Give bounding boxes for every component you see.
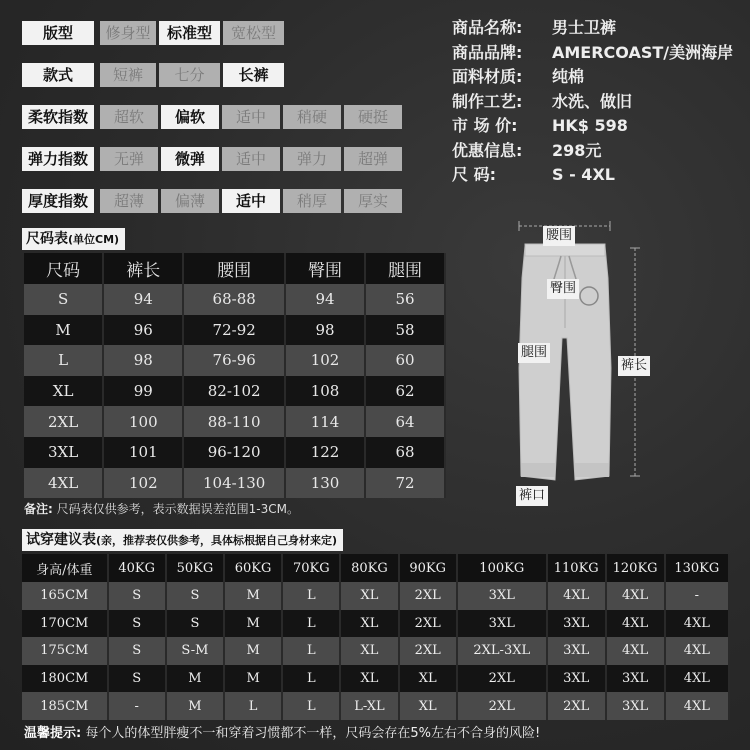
column-header: 50KG — [166, 554, 224, 582]
table-cell: M — [224, 665, 282, 693]
table-cell: 82-102 — [183, 376, 285, 407]
table-cell: XL — [399, 665, 457, 693]
table-cell: XL — [340, 582, 398, 610]
table-cell: 3XL — [457, 582, 547, 610]
info-value: 298元 — [552, 140, 602, 160]
info-value: S - 4XL — [552, 165, 615, 184]
table-cell: 108 — [285, 376, 365, 407]
info-row — [452, 41, 733, 66]
pants-diagram — [505, 218, 665, 508]
waist-tag: 腰围 — [543, 226, 575, 246]
table-cell: L-XL — [340, 692, 398, 720]
attribute-option: 超软 — [100, 105, 158, 129]
table-cell: 3XL — [547, 637, 606, 665]
table-header-row — [22, 554, 729, 582]
table-cell: 62 — [365, 376, 445, 407]
table-cell: 175CM — [22, 637, 108, 665]
attribute-option: 宽松型 — [223, 21, 284, 45]
table-cell: 68-88 — [183, 284, 285, 315]
column-header: 130KG — [665, 554, 729, 582]
table-cell: M — [24, 315, 103, 346]
table-row — [22, 692, 729, 720]
table-cell: S — [108, 637, 166, 665]
table-cell: 2XL — [457, 692, 547, 720]
info-value: 纯棉 — [552, 67, 585, 86]
attribute-option: 稍硬 — [283, 105, 341, 129]
table-cell: 4XL — [665, 692, 729, 720]
table-cell: - — [665, 582, 729, 610]
table-cell: M — [224, 610, 282, 638]
attribute-option: 适中 — [222, 147, 280, 171]
column-header: 腰围 — [183, 253, 285, 284]
table-cell: S — [166, 582, 224, 610]
table-cell: 76-96 — [183, 345, 285, 376]
size-table — [24, 253, 446, 498]
table-row — [24, 315, 445, 346]
table-cell: 4XL — [547, 582, 606, 610]
table-row — [24, 376, 445, 407]
table-cell: 3XL — [606, 665, 665, 693]
table-cell: XL — [340, 610, 398, 638]
table-cell: 4XL — [606, 610, 665, 638]
size-note: 备注: 尺码表仅供参考，表示数据误差范围1-3CM。 — [24, 502, 299, 516]
table-row — [22, 610, 729, 638]
info-row — [452, 90, 733, 115]
table-cell: 2XL — [457, 665, 547, 693]
table-cell: 3XL — [547, 610, 606, 638]
table-cell: S — [108, 665, 166, 693]
table-cell: 2XL — [399, 582, 457, 610]
attribute-label: 柔软指数 — [22, 105, 94, 129]
table-cell: - — [108, 692, 166, 720]
attribute-option: 适中 — [222, 105, 280, 129]
tip: 温馨提示: 每个人的体型胖瘦不一和穿着习惯都不一样，尺码会存在5%左右不合身的风险! — [24, 726, 541, 741]
thigh-tag: 腿围 — [518, 343, 550, 363]
attribute-option: 修身型 — [100, 21, 156, 45]
attribute-option: 稍厚 — [283, 189, 341, 213]
table-cell: S — [108, 582, 166, 610]
product-info — [452, 16, 733, 188]
column-header: 90KG — [399, 554, 457, 582]
table-cell: XL — [340, 637, 398, 665]
table-cell: 180CM — [22, 665, 108, 693]
table-cell: 94 — [103, 284, 183, 315]
table-cell: L — [282, 582, 340, 610]
info-row — [452, 163, 733, 188]
attribute-option: 超弹 — [344, 147, 402, 171]
column-header: 80KG — [340, 554, 398, 582]
info-key: 商品品牌: — [452, 42, 523, 62]
attribute-row — [22, 63, 287, 87]
table-cell: 96-120 — [183, 437, 285, 468]
table-cell: 2XL — [547, 692, 606, 720]
table-cell: 130 — [285, 468, 365, 499]
table-cell: M — [166, 665, 224, 693]
table-cell: 2XL — [399, 610, 457, 638]
column-header: 臀围 — [285, 253, 365, 284]
table-cell: XL — [399, 692, 457, 720]
table-cell: 88-110 — [183, 406, 285, 437]
table-cell: L — [282, 665, 340, 693]
info-key: 尺 码: — [452, 165, 496, 184]
attribute-label: 版型 — [22, 21, 94, 45]
attribute-option: 硬挺 — [344, 105, 402, 129]
attribute-option: 厚实 — [344, 189, 402, 213]
info-key: 优惠信息: — [452, 140, 523, 160]
table-row — [24, 345, 445, 376]
table-row — [22, 582, 729, 610]
table-row — [24, 406, 445, 437]
info-key: 商品名称: — [452, 18, 523, 37]
info-row — [452, 65, 733, 90]
table-cell: S-M — [166, 637, 224, 665]
table-cell: 4XL — [606, 637, 665, 665]
table-cell: L — [282, 637, 340, 665]
info-value: 男士卫裤 — [552, 18, 617, 37]
table-cell: 185CM — [22, 692, 108, 720]
attribute-option-selected: 适中 — [222, 189, 280, 213]
table-cell: 170CM — [22, 610, 108, 638]
table-cell: 122 — [285, 437, 365, 468]
fit-table-title: 试穿建议表(亲，推荐表仅供参考，具体标根据自己身材来定) — [22, 529, 343, 551]
column-header: 40KG — [108, 554, 166, 582]
table-cell: 2XL — [399, 637, 457, 665]
table-cell: 3XL — [547, 665, 606, 693]
table-cell: 94 — [285, 284, 365, 315]
table-cell: 98 — [285, 315, 365, 346]
table-row — [24, 468, 445, 499]
attribute-option-selected: 标准型 — [159, 21, 220, 45]
attribute-label: 款式 — [22, 63, 94, 87]
column-header: 尺码 — [24, 253, 103, 284]
attribute-row — [22, 105, 405, 129]
table-cell: 4XL — [665, 637, 729, 665]
fit-table — [22, 554, 730, 720]
table-row — [22, 637, 729, 665]
table-cell: 72-92 — [183, 315, 285, 346]
column-header: 裤长 — [103, 253, 183, 284]
table-row — [22, 665, 729, 693]
info-value: AMERCOAST/美洲海岸 — [552, 42, 734, 62]
attribute-option-selected: 长裤 — [223, 63, 284, 87]
table-cell: 104-130 — [183, 468, 285, 499]
table-cell: XL — [24, 376, 103, 407]
table-cell: 58 — [365, 315, 445, 346]
table-cell: M — [166, 692, 224, 720]
info-row — [452, 16, 733, 41]
column-header: 60KG — [224, 554, 282, 582]
attribute-option: 短裤 — [100, 63, 156, 87]
info-key: 市 场 价: — [452, 116, 518, 135]
attribute-label: 弹力指数 — [22, 147, 94, 171]
table-cell: 72 — [365, 468, 445, 499]
info-value: 水洗、做旧 — [552, 91, 633, 111]
table-cell: M — [224, 582, 282, 610]
table-cell: 64 — [365, 406, 445, 437]
attribute-option: 无弹 — [100, 147, 158, 171]
table-cell: 114 — [285, 406, 365, 437]
table-cell: 3XL — [606, 692, 665, 720]
attribute-option: 超薄 — [100, 189, 158, 213]
table-cell: 3XL — [457, 610, 547, 638]
column-header: 70KG — [282, 554, 340, 582]
column-header: 110KG — [547, 554, 606, 582]
table-cell: 2XL — [24, 406, 103, 437]
info-key: 面料材质: — [452, 67, 523, 86]
table-cell: 102 — [103, 468, 183, 499]
table-cell: 4XL — [24, 468, 103, 499]
table-row — [24, 437, 445, 468]
table-cell: L — [282, 610, 340, 638]
table-cell: 56 — [365, 284, 445, 315]
table-cell: 98 — [103, 345, 183, 376]
column-header: 120KG — [606, 554, 665, 582]
attribute-option: 弹力 — [283, 147, 341, 171]
table-header-row — [24, 253, 445, 284]
table-cell: L — [282, 692, 340, 720]
column-header: 身高/体重 — [22, 554, 108, 582]
attribute-label: 厚度指数 — [22, 189, 94, 213]
table-cell: 165CM — [22, 582, 108, 610]
attribute-option-selected: 微弹 — [161, 147, 219, 171]
length-tag: 裤长 — [618, 356, 650, 376]
attribute-option: 偏薄 — [161, 189, 219, 213]
table-cell: 102 — [285, 345, 365, 376]
table-cell: M — [224, 637, 282, 665]
hip-tag: 臀围 — [547, 279, 579, 299]
info-row — [452, 139, 733, 164]
column-header: 腿围 — [365, 253, 445, 284]
info-row — [452, 114, 733, 139]
attribute-row — [22, 147, 405, 171]
column-header: 100KG — [457, 554, 547, 582]
attribute-option: 七分 — [159, 63, 220, 87]
table-cell: S — [108, 610, 166, 638]
table-cell: 96 — [103, 315, 183, 346]
table-cell: 99 — [103, 376, 183, 407]
table-cell: 68 — [365, 437, 445, 468]
table-cell: S — [166, 610, 224, 638]
table-cell: L — [224, 692, 282, 720]
table-cell: L — [24, 345, 103, 376]
table-cell: 2XL-3XL — [457, 637, 547, 665]
table-cell: 101 — [103, 437, 183, 468]
table-cell: 4XL — [606, 582, 665, 610]
table-cell: 3XL — [24, 437, 103, 468]
attribute-row — [22, 189, 405, 213]
attribute-option-selected: 偏软 — [161, 105, 219, 129]
table-cell: 4XL — [665, 610, 729, 638]
info-key: 制作工艺: — [452, 91, 523, 111]
hem-tag: 裤口 — [516, 486, 548, 506]
table-cell: XL — [340, 665, 398, 693]
table-cell: 60 — [365, 345, 445, 376]
table-cell: S — [24, 284, 103, 315]
table-row — [24, 284, 445, 315]
table-cell: 100 — [103, 406, 183, 437]
info-value: HK$ 598 — [552, 116, 628, 135]
size-table-title: 尺码表(单位CM) — [22, 228, 125, 250]
table-cell: 4XL — [665, 665, 729, 693]
attribute-row — [22, 21, 287, 45]
